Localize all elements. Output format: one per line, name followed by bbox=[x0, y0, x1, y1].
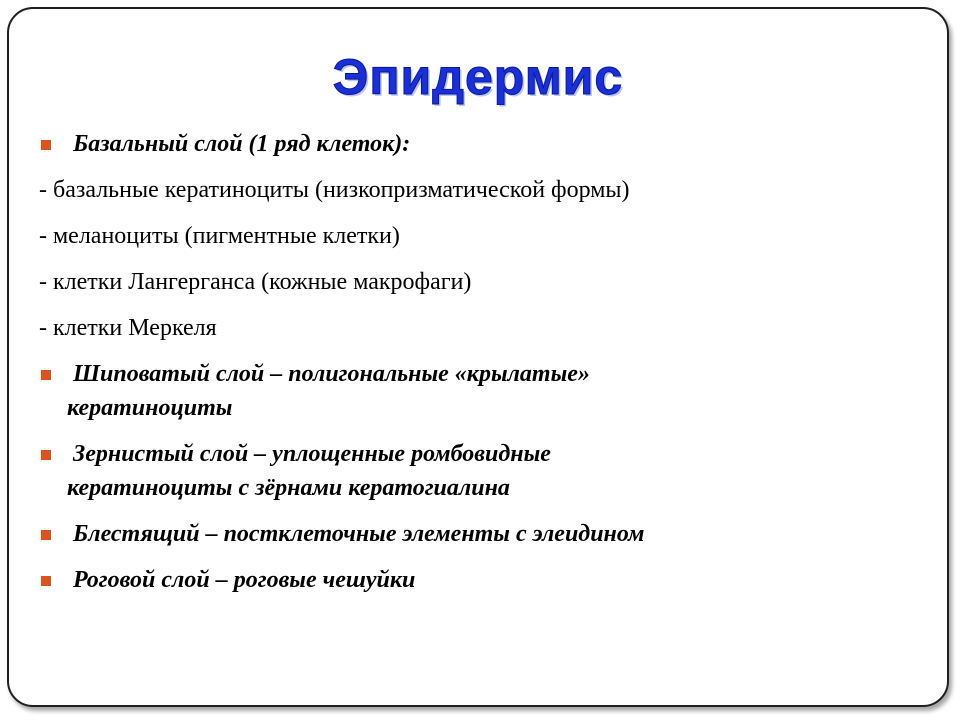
list-item-text: - клетки Лангерганса (кожные макрофаги) bbox=[39, 269, 472, 295]
list-item-text-continuation: кератиноциты bbox=[67, 395, 233, 421]
square-bullet-icon bbox=[41, 140, 51, 150]
list-item-merkel-cells bbox=[35, 311, 925, 345]
square-bullet-icon bbox=[41, 370, 51, 380]
list-item-lucid-layer bbox=[35, 517, 925, 551]
list-item-basal-layer bbox=[35, 127, 925, 161]
list-item-text: - меланоциты (пигментные клетки) bbox=[39, 223, 400, 249]
list-item-text: - клетки Меркеля bbox=[39, 315, 217, 341]
list-item-text: Роговой слой – роговые чешуйки bbox=[73, 567, 416, 593]
list-item-granular-layer bbox=[35, 437, 925, 505]
list-item-text: Блестящий – постклеточные элементы с элеидином bbox=[73, 521, 645, 547]
list-item-basal-keratinocytes bbox=[35, 173, 925, 207]
square-bullet-icon bbox=[41, 576, 51, 586]
list-item-text: - базальные кератиноциты (низкопризматической формы) bbox=[39, 177, 630, 203]
list-item-langerhans-cells bbox=[35, 265, 925, 299]
list-item-horny-layer bbox=[35, 563, 925, 597]
list-item-text: Шиповатый слой – полигональные «крылатые» bbox=[73, 361, 590, 387]
list-item-text: Зернистый слой – уплощенные ромбовидные bbox=[73, 441, 551, 467]
square-bullet-icon bbox=[41, 450, 51, 460]
list-item-melanocytes bbox=[35, 219, 925, 253]
slide-content bbox=[35, 127, 925, 597]
square-bullet-icon bbox=[41, 530, 51, 540]
list-item-text-continuation: кератиноциты с зёрнами кератогиалина bbox=[67, 475, 510, 501]
slide-title: Эпидермис bbox=[332, 49, 624, 105]
list-item-text: Базальный слой (1 ряд клеток): bbox=[73, 131, 411, 157]
slide-frame bbox=[7, 7, 949, 707]
list-item-spinous-layer bbox=[35, 357, 925, 425]
